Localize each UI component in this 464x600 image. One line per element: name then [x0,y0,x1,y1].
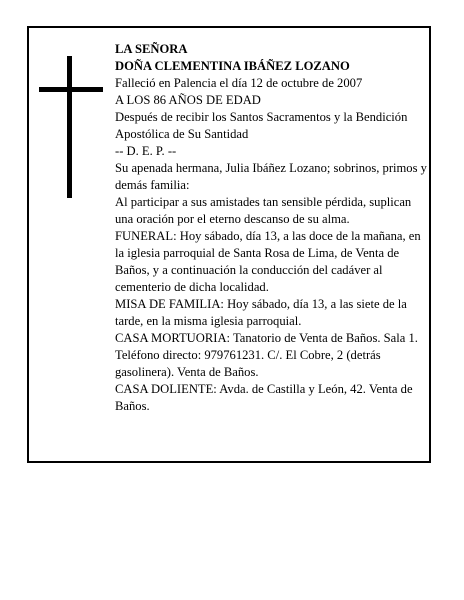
prayer-request-line: Al participar a sus amistades tan sensible pérdida, suplican una oración por el eterno descanso de su alma. [115,195,412,226]
notice-title: LA SEÑORA [115,42,188,56]
mourning-house-info: CASA DOLIENTE: Avda. de Castilla y León, 42. Venta de Baños. [115,382,413,413]
cross-horizontal-bar [39,87,103,92]
funeral-info: FUNERAL: Hoy sábado, día 13, a las doce de la mañana, en la iglesia parroquial de Santa Rosa de Lima, de Venta de Baños, y a continuación la conducción del cadáver al cementerio de dicha localidad. [115,229,421,294]
deceased-name: DOÑA CLEMENTINA IBÁÑEZ LOZANO [115,59,350,73]
cross-icon [39,56,103,198]
notice-text [115,41,427,415]
family-line: Su apenada hermana, Julia Ibáñez Lozano; sobrinos, primos y demás familia: [115,161,427,192]
rip-line: -- D. E. P. -- [115,144,177,158]
cross-vertical-bar [67,56,72,198]
family-mass-info: MISA DE FAMILIA: Hoy sábado, día 13, a las siete de la tarde, en la misma iglesia parroquial. [115,297,407,328]
sacraments-line: Después de recibir los Santos Sacramentos y la Bendición Apostólica de Su Santidad [115,110,408,141]
obituary-notice [27,26,431,463]
age-line: A LOS 86 AÑOS DE EDAD [115,93,261,107]
funeral-home-info: CASA MORTUORIA: Tanatorio de Venta de Baños. Sala 1. Teléfono directo: 979761231. C/. El Cobre, 2 (detrás gasolinera). Venta de Baños. [115,331,418,379]
death-date-line: Falleció en Palencia el día 12 de octubre de 2007 [115,76,363,90]
